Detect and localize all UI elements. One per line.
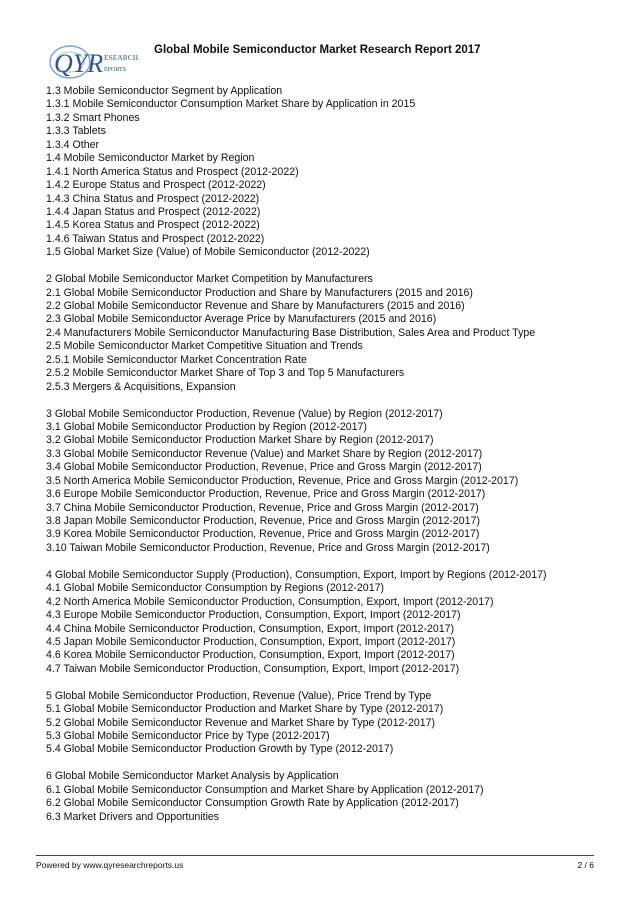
toc-line: 1.3.3 Tablets	[46, 125, 106, 138]
toc-line: 2 Global Mobile Semiconductor Market Competition by Manufacturers	[46, 273, 373, 286]
toc-line: 1.4.1 North America Status and Prospect (2012-2022)	[46, 165, 299, 178]
toc-line: 2.4 Manufacturers Mobile Semiconductor Manufacturing Base Distribution, Sales Area and Product Type	[46, 326, 536, 339]
section-gap	[46, 555, 606, 568]
page-title: Global Mobile Semiconductor Market Research Report 2017	[154, 44, 481, 56]
footer-page-number: 2 / 6	[577, 860, 594, 870]
toc-line: 3.8 Japan Mobile Semiconductor Production, Revenue, Price and Gross Margin (2012-2017)	[46, 515, 480, 527]
table-of-contents	[46, 85, 606, 824]
toc-line: 2.5.1 Mobile Semiconductor Market Concentration Rate	[46, 353, 307, 366]
toc-line: 3.7 China Mobile Semiconductor Production, Revenue, Price and Gross Margin (2012-2017)	[46, 501, 479, 514]
toc-line: 6.1 Global Mobile Semiconductor Consumption and Market Share by Application (2012-2017)	[46, 783, 484, 796]
toc-line: 1.3.1 Mobile Semiconductor Consumption Market Share by Application in 2015	[46, 98, 416, 111]
section-gap	[46, 757, 606, 770]
toc-line: 4.4 China Mobile Semiconductor Production, Consumption, Export, Import (2012-2017)	[46, 622, 455, 635]
toc-line: 1.4.2 Europe Status and Prospect (2012-2022)	[46, 179, 266, 192]
toc-line: 2.5.3 Mergers & Acquisitions, Expansion	[46, 380, 236, 393]
toc-line: 3 Global Mobile Semiconductor Production, Revenue (Value) by Region (2012-2017)	[46, 407, 443, 420]
toc-line: 2.5 Mobile Semiconductor Market Competitive Situation and Trends	[46, 340, 363, 353]
toc-line: 6.2 Global Mobile Semiconductor Consumption Growth Rate by Application (2012-2017)	[46, 797, 459, 810]
toc-line: 1.3.2 Smart Phones	[46, 111, 140, 124]
toc-line: 2.1 Global Mobile Semiconductor Production and Share by Manufacturers (2015 and 2016)	[46, 286, 473, 299]
toc-line: 1.4.4 Japan Status and Prospect (2012-2022)	[46, 205, 261, 218]
toc-line: 3.5 North America Mobile Semiconductor Production, Revenue, Price and Gross Margin (2012-2017)	[46, 474, 519, 487]
section-gap	[46, 260, 606, 273]
logo-sub-text-1: ESEARCH	[104, 53, 139, 62]
toc-line: 1.3.4 Other	[46, 138, 99, 151]
toc-line: 3.9 Korea Mobile Semiconductor Production, Revenue, Price and Gross Margin (2012-2017)	[46, 528, 480, 541]
toc-line: 1.4 Mobile Semiconductor Market by Region	[46, 152, 255, 165]
toc-line: 1.3 Mobile Semiconductor Segment by Application	[46, 85, 283, 97]
toc-line: 2.5.2 Mobile Semiconductor Market Share of Top 3 and Top 5 Manufacturers	[46, 367, 405, 380]
toc-line: 5 Global Mobile Semiconductor Production, Revenue (Value), Price Trend by Type	[46, 689, 432, 702]
toc-line: 2.2 Global Mobile Semiconductor Revenue and Share by Manufacturers (2015 and 2016)	[46, 300, 465, 312]
toc-line: 3.4 Global Mobile Semiconductor Production, Revenue, Price and Gross Margin (2012-2017)	[46, 461, 482, 474]
section-gap	[46, 676, 606, 689]
toc-line: 4.1 Global Mobile Semiconductor Consumption by Regions (2012-2017)	[46, 582, 385, 595]
toc-line: 1.4.3 China Status and Prospect (2012-2022)	[46, 192, 260, 205]
toc-line: 5.3 Global Mobile Semiconductor Price by Type (2012-2017)	[46, 730, 330, 742]
section-gap	[46, 394, 606, 407]
toc-line: 3.2 Global Mobile Semiconductor Production Market Share by Region (2012-2017)	[46, 434, 434, 447]
footer-powered-by: Powered by www.qyresearchreports.us	[36, 860, 184, 870]
toc-line: 4.7 Taiwan Mobile Semiconductor Production, Consumption, Export, Import (2012-2017)	[46, 662, 460, 675]
logo-main-text: QYR	[54, 49, 104, 78]
toc-line: 5.1 Global Mobile Semiconductor Production and Market Share by Type (2012-2017)	[46, 703, 444, 716]
toc-line: 6.3 Market Drivers and Opportunities	[46, 810, 220, 823]
toc-line: 4.6 Korea Mobile Semiconductor Production, Consumption, Export, Import (2012-2017)	[46, 649, 455, 662]
toc-line: 5.4 Global Mobile Semiconductor Production Growth by Type (2012-2017)	[46, 743, 394, 756]
toc-line: 3.1 Global Mobile Semiconductor Production by Region (2012-2017)	[46, 420, 367, 433]
qyr-logo	[48, 36, 139, 92]
toc-line: 4.2 North America Mobile Semiconductor Production, Consumption, Export, Import (2012-2017)	[46, 595, 494, 608]
toc-line: 3.6 Europe Mobile Semiconductor Production, Revenue, Price and Gross Margin (2012-2017)	[46, 488, 486, 501]
toc-line: 6 Global Mobile Semiconductor Market Analysis by Application	[46, 770, 339, 783]
toc-line: 2.3 Global Mobile Semiconductor Average Price by Manufacturers (2015 and 2016)	[46, 313, 437, 326]
toc-line: 1.4.5 Korea Status and Prospect (2012-2022)	[46, 219, 260, 232]
toc-line: 4 Global Mobile Semiconductor Supply (Production), Consumption, Export, Import by Regions (2012-2017)	[46, 568, 547, 581]
toc-line: 4.5 Japan Mobile Semiconductor Production, Consumption, Export, Import (2012-2017)	[46, 635, 456, 648]
footer-divider	[36, 855, 594, 856]
toc-line: 4.3 Europe Mobile Semiconductor Production, Consumption, Export, Import (2012-2017)	[46, 609, 461, 622]
toc-line: 1.4.6 Taiwan Status and Prospect (2012-2022)	[46, 232, 265, 245]
toc-line: 1.5 Global Market Size (Value) of Mobile Semiconductor (2012-2022)	[46, 246, 370, 259]
toc-line: 5.2 Global Mobile Semiconductor Revenue and Market Share by Type (2012-2017)	[46, 716, 436, 729]
logo-sub-text-2: EPORTS	[104, 67, 126, 73]
qyr-logo-graphic	[48, 36, 139, 92]
toc-line: 3.3 Global Mobile Semiconductor Revenue (Value) and Market Share by Region (2012-2017)	[46, 447, 483, 460]
toc-line: 3.10 Taiwan Mobile Semiconductor Production, Revenue, Price and Gross Margin (2012-2017)	[46, 541, 490, 554]
